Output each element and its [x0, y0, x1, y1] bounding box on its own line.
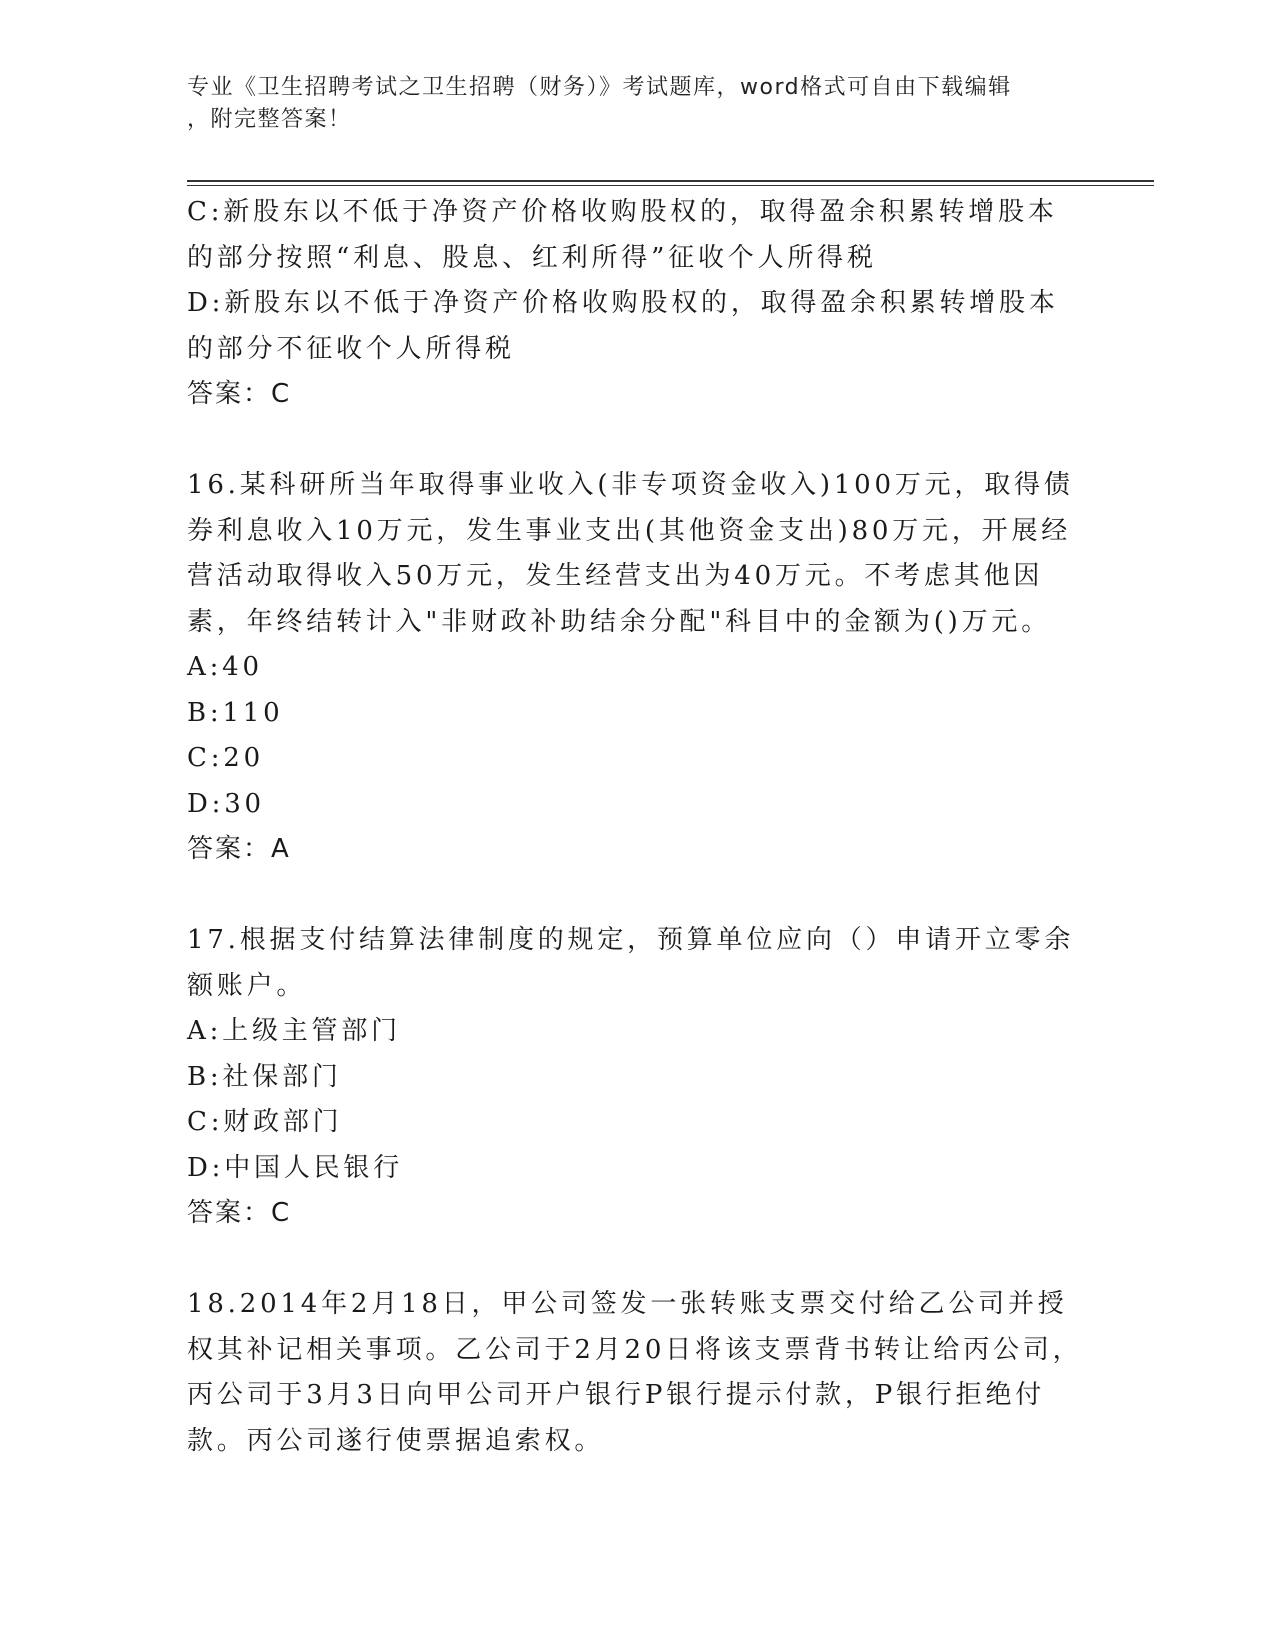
option-key: B:	[187, 697, 223, 728]
option-key: B:	[187, 1061, 223, 1092]
option-key: A:	[187, 1016, 223, 1046]
option-key: C:	[187, 1107, 224, 1137]
option-key: D:	[187, 788, 225, 819]
page-header	[187, 72, 1087, 136]
answer: 答案：C	[187, 1198, 292, 1228]
document-body	[187, 190, 1087, 1464]
option-c	[187, 736, 1087, 782]
header-rule-thin	[187, 185, 1154, 186]
option-c	[187, 190, 1087, 281]
option-text: 新股东以不低于净资产价格收购股权的，取得盈余积累转增股本的部分按照“利息、股息、红利所得”征收个人所得税	[187, 197, 1058, 273]
question-stem: 18.2014年2月18日，甲公司签发一张转账支票交付给乙公司并授权其补记相关事项。乙公司于2月20日将该支票背书转让给丙公司，丙公司于3月3日向甲公司开户银行P银行提示付款，P银行拒绝付款。丙公司遂行使票据追索权。	[187, 1289, 1083, 1456]
option-text: 新股东以不低于净资产价格收购股权的，取得盈余积累转增股本的部分不征收个人所得税	[187, 288, 1059, 364]
option-key: D:	[187, 288, 225, 318]
option-text: 社保部门	[222, 1061, 342, 1092]
option-text: 中国人民银行	[224, 1152, 404, 1183]
question-stem: 17.根据支付结算法律制度的规定，预算单位应向（）申请开立零余额账户。	[187, 925, 1075, 1001]
header-line-2: ，附完整答案！	[187, 107, 352, 132]
option-text: 110	[222, 697, 284, 728]
option-key: C:	[187, 743, 224, 773]
answer: 答案：A	[187, 834, 291, 864]
question-stem: 16.某科研所当年取得事业收入(非专项资金收入)100万元，取得债券利息收入10万元，发生事业支出(其他资金支出)80万元，开展经营活动取得收入50万元，发生经营支出为40万元。不考虑其他因素，年终结转计入"非财政补助结余分配"科目中的金额为()万元。	[187, 470, 1074, 637]
question-17	[187, 918, 1087, 1237]
question-continued	[187, 190, 1087, 418]
question-18	[187, 1282, 1087, 1464]
option-text: 40	[222, 652, 263, 682]
answer: 答案：C	[187, 379, 292, 409]
option-b	[187, 691, 1087, 737]
option-key: C:	[187, 197, 224, 227]
option-d	[187, 782, 1087, 828]
option-text: 30	[224, 788, 265, 819]
option-c	[187, 1100, 1087, 1146]
option-text: 财政部门	[223, 1107, 343, 1137]
option-d	[187, 1146, 1087, 1192]
option-key: A:	[187, 652, 223, 682]
option-key: D:	[187, 1152, 225, 1183]
option-a	[187, 645, 1087, 691]
question-16	[187, 463, 1087, 873]
option-b	[187, 1055, 1087, 1101]
option-text: 20	[223, 743, 264, 773]
option-a	[187, 1009, 1087, 1055]
option-d	[187, 281, 1087, 372]
header-rule-thick	[187, 180, 1154, 182]
option-text: 上级主管部门	[222, 1016, 401, 1046]
header-line-1: 专业《卫生招聘考试之卫生招聘（财务）》考试题库，word格式可自由下载编辑	[187, 75, 1012, 100]
